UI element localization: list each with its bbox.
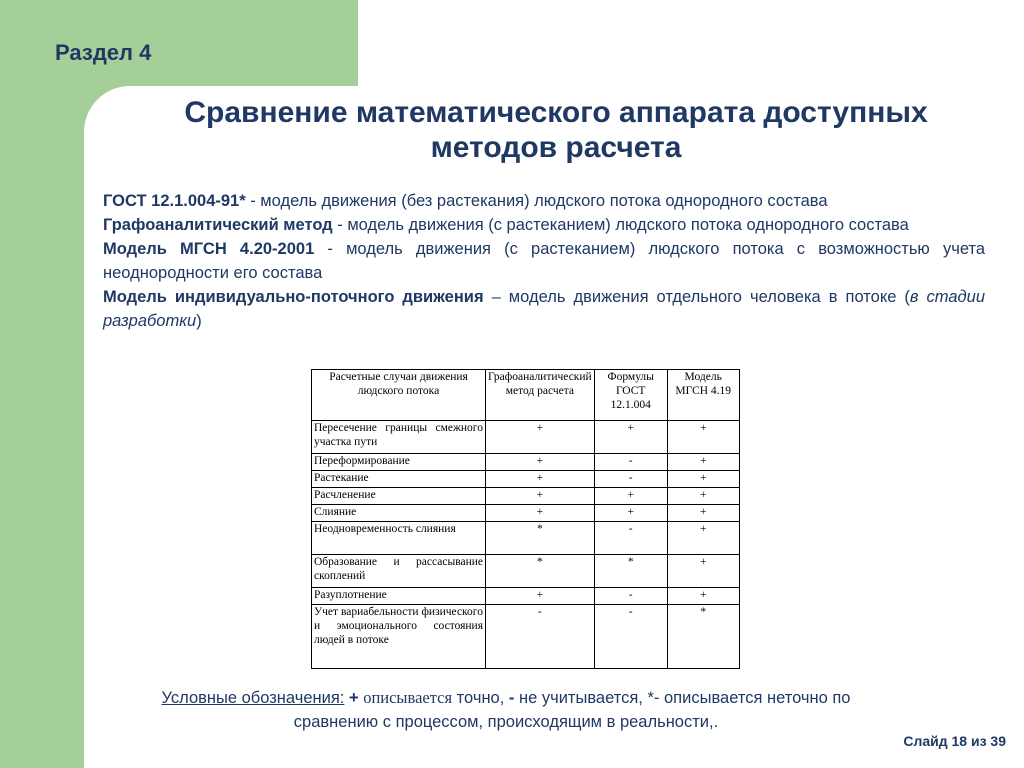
table-row — [312, 605, 740, 669]
table-row — [312, 555, 740, 588]
table-cell: + — [486, 505, 595, 522]
table-cell: Слияние — [312, 505, 486, 522]
table-cell: * — [594, 555, 667, 588]
table-cell: + — [594, 421, 667, 454]
header-cell: Формулы ГОСТ 12.1.004 — [594, 370, 667, 421]
slide-title: Сравнение математического аппарата доступных методов расчета — [184, 96, 928, 164]
table-cell: + — [486, 454, 595, 471]
table-cell: - — [594, 454, 667, 471]
table-cell: - — [486, 605, 595, 669]
table-cell: + — [486, 488, 595, 505]
table-cell: Учет вариабельности физического и эмоционального состояния людей в потоке — [312, 605, 486, 669]
table-row — [312, 588, 740, 605]
header-cell: Графоаналитический метод расчета — [486, 370, 595, 421]
table-cell: + — [667, 488, 739, 505]
table-cell: - — [594, 605, 667, 669]
table-header-row — [312, 370, 740, 421]
slide-number: Слайд 18 из 39 — [903, 733, 1006, 749]
table-cell: Неодновременность слияния — [312, 522, 486, 555]
table-cell: + — [486, 588, 595, 605]
table-cell: + — [486, 471, 595, 488]
white-top-panel — [358, 0, 1024, 86]
table-cell: + — [486, 421, 595, 454]
table-cell: + — [594, 505, 667, 522]
table-row — [312, 522, 740, 555]
table-cell: + — [667, 555, 739, 588]
table-cell: * — [667, 605, 739, 669]
table-row — [312, 488, 740, 505]
method-item: ГОСТ 12.1.004-91* - модель движения (без растекания) людского потока однородного состава — [103, 192, 828, 210]
table-cell: + — [594, 488, 667, 505]
table-cell: + — [667, 505, 739, 522]
method-item: Графоаналитический метод - модель движения (с растеканием) людского потока однородного состава — [103, 216, 909, 234]
section-label: Раздел 4 — [55, 40, 152, 65]
table-cell: + — [667, 454, 739, 471]
table-cell: + — [667, 588, 739, 605]
header-cell: Модель МГСН 4.19 — [667, 370, 739, 421]
green-corner-panel — [0, 0, 358, 86]
table-cell: Разуплотнение — [312, 588, 486, 605]
table-cell: Переформирование — [312, 454, 486, 471]
legend: Условные обозначения: + описывается точно, - не учитывается, *- описывается неточно по сравнению с процессом, происходящим в реальности,. — [161, 688, 851, 731]
table-cell: + — [667, 471, 739, 488]
comparison-table — [311, 369, 740, 669]
table-row — [312, 454, 740, 471]
table-cell: - — [594, 522, 667, 555]
method-item: Модель МГСН 4.20-2001 - модель движения (с растеканием) людского потока с возможностью учета неоднородности его состава — [103, 240, 985, 282]
table-cell: Образование и рассасывание скоплений — [312, 555, 486, 588]
table-cell: - — [594, 471, 667, 488]
table-cell: + — [667, 421, 739, 454]
legend-minus-symbol: - — [508, 689, 515, 707]
legend-star-symbol: *- — [647, 689, 660, 707]
method-item: Модель индивидуально-поточного движения – модель движения отдельного человека в потоке (в стадии разработки) — [103, 288, 986, 330]
table-cell: * — [486, 555, 595, 588]
table-cell: Расчленение — [312, 488, 486, 505]
header-cell: Расчетные случаи движения людского потока — [312, 370, 486, 421]
table-row — [312, 505, 740, 522]
table-cell: Растекание — [312, 471, 486, 488]
table-cell: Пересечение границы смежного участка пути — [312, 421, 486, 454]
methods-list — [103, 189, 985, 333]
legend-plus-symbol: + — [348, 689, 359, 707]
legend-plus-text: описывается — [363, 688, 453, 707]
table-row — [312, 421, 740, 454]
legend-label: Условные обозначения: — [161, 689, 345, 707]
table-row — [312, 471, 740, 488]
table-cell: * — [486, 522, 595, 555]
table-cell: - — [594, 588, 667, 605]
table-cell: + — [667, 522, 739, 555]
